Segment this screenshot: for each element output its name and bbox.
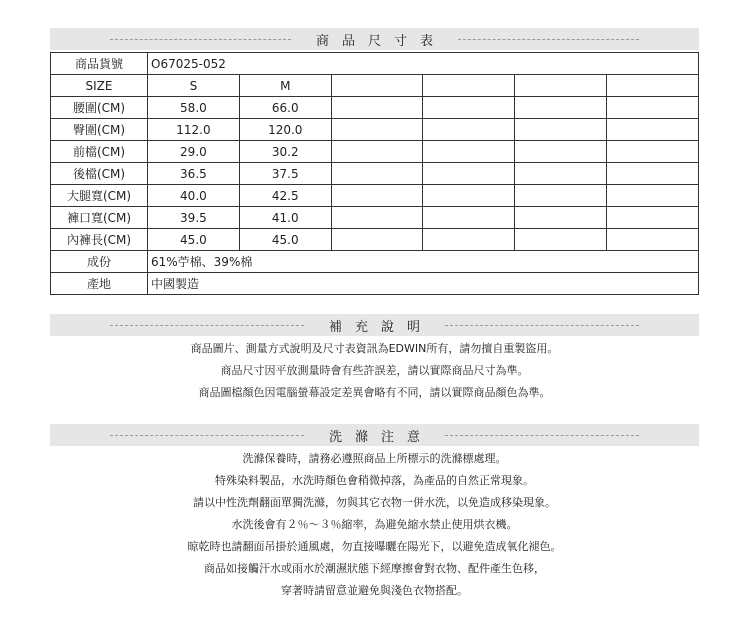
measure-label: 腰圍(CM)	[51, 97, 148, 119]
empty-cell	[331, 119, 423, 141]
empty-cell	[607, 75, 699, 97]
empty-cell	[423, 75, 515, 97]
empty-cell	[331, 163, 423, 185]
product-code-value: O67025-052	[148, 53, 699, 75]
wash-notes	[50, 448, 699, 602]
supplement-title: 補充說明	[329, 319, 434, 335]
empty-cell	[331, 97, 423, 119]
empty-cell	[423, 229, 515, 251]
measure-label: 大腿寬(CM)	[51, 185, 148, 207]
divider	[110, 39, 291, 40]
empty-cell	[607, 229, 699, 251]
measure-label: 臀圍(CM)	[51, 119, 148, 141]
table-row	[51, 185, 699, 207]
wash-title: 洗滌注意	[329, 429, 434, 445]
measure-value: 42.5	[239, 185, 331, 207]
measure-label: 後檔(CM)	[51, 163, 148, 185]
wash-line: 商品如接觸汗水或雨水於潮濕狀態下經摩擦會對衣物、配件產生色移，	[204, 562, 545, 575]
wash-line: 特殊染料製品，水洗時顏色會稍微掉落，為產品的自然正常現象。	[215, 474, 534, 487]
empty-cell	[515, 141, 607, 163]
size-chart-header	[50, 28, 699, 50]
wash-line: 水洗後會有２％～３％縮率，為避免縮水禁止使用烘衣機。	[231, 518, 518, 531]
measure-value: 40.0	[148, 185, 240, 207]
wash-line: 洗滌保養時，請務必遵照商品上所標示的洗滌標處理。	[242, 452, 507, 465]
empty-cell	[423, 163, 515, 185]
measure-value: 39.5	[148, 207, 240, 229]
measure-value: 30.2	[239, 141, 331, 163]
measure-value: 45.0	[239, 229, 331, 251]
origin-value: 中國製造	[148, 273, 699, 295]
empty-cell	[331, 207, 423, 229]
empty-cell	[423, 97, 515, 119]
divider	[445, 325, 639, 326]
measure-value: 120.0	[239, 119, 331, 141]
empty-cell	[607, 207, 699, 229]
wash-line: 穿著時請留意並避免與淺色衣物搭配。	[281, 584, 468, 597]
table-row	[51, 97, 699, 119]
measure-value: 37.5	[239, 163, 331, 185]
table-row	[51, 141, 699, 163]
supplement-header	[50, 314, 699, 336]
note-line: 商品圖檔顏色因電腦螢幕設定差異會略有不同，請以實際商品顏色為準。	[198, 386, 551, 399]
empty-cell	[423, 207, 515, 229]
table-row-material	[51, 251, 699, 273]
empty-cell	[607, 141, 699, 163]
measure-value: 58.0	[148, 97, 240, 119]
empty-cell	[607, 185, 699, 207]
supplement-notes	[50, 338, 699, 404]
empty-cell	[515, 75, 607, 97]
table-row	[51, 163, 699, 185]
empty-cell	[515, 163, 607, 185]
measure-value: 41.0	[239, 207, 331, 229]
measure-label: 前檔(CM)	[51, 141, 148, 163]
empty-cell	[331, 229, 423, 251]
table-row	[51, 207, 699, 229]
table-row-product-code	[51, 53, 699, 75]
empty-cell	[515, 207, 607, 229]
empty-cell	[607, 97, 699, 119]
empty-cell	[331, 185, 423, 207]
empty-cell	[515, 97, 607, 119]
measure-value: 66.0	[239, 97, 331, 119]
size-chart-title: 商品尺寸表	[316, 33, 447, 49]
table-row	[51, 229, 699, 251]
empty-cell	[423, 185, 515, 207]
wash-header	[50, 424, 699, 446]
measure-value: 36.5	[148, 163, 240, 185]
divider	[458, 39, 639, 40]
wash-line: 晾乾時也請翻面吊掛於通風處，勿直接曝曬在陽光下，以避免造成氧化褪色。	[187, 540, 562, 553]
empty-cell	[331, 141, 423, 163]
wash-line: 請以中性洗劑翻面單獨洗滌，勿與其它衣物一併水洗，以免造成移染現象。	[193, 496, 556, 509]
product-code-label: 商品貨號	[51, 53, 148, 75]
origin-label: 產地	[51, 273, 148, 295]
size-header-m: M	[239, 75, 331, 97]
empty-cell	[515, 229, 607, 251]
measure-value: 112.0	[148, 119, 240, 141]
empty-cell	[607, 163, 699, 185]
empty-cell	[607, 119, 699, 141]
measure-label: 內褲長(CM)	[51, 229, 148, 251]
note-line: 商品尺寸因平放測量時會有些許誤差，請以實際商品尺寸為準。	[220, 364, 529, 377]
size-table	[50, 52, 699, 295]
table-row-size	[51, 75, 699, 97]
material-value: 61%苧棉、39%棉	[148, 251, 699, 273]
empty-cell	[423, 141, 515, 163]
measure-value: 29.0	[148, 141, 240, 163]
material-label: 成份	[51, 251, 148, 273]
divider	[110, 435, 304, 436]
empty-cell	[515, 119, 607, 141]
empty-cell	[515, 185, 607, 207]
divider	[110, 325, 304, 326]
empty-cell	[331, 75, 423, 97]
note-line: 商品圖片、測量方式說明及尺寸表資訊為EDWIN所有，請勿擅自重製盜用。	[190, 342, 559, 355]
measure-value: 45.0	[148, 229, 240, 251]
table-row	[51, 119, 699, 141]
divider	[445, 435, 639, 436]
measure-label: 褲口寬(CM)	[51, 207, 148, 229]
table-row-origin	[51, 273, 699, 295]
empty-cell	[423, 119, 515, 141]
size-label: SIZE	[51, 75, 148, 97]
size-header-s: S	[148, 75, 240, 97]
